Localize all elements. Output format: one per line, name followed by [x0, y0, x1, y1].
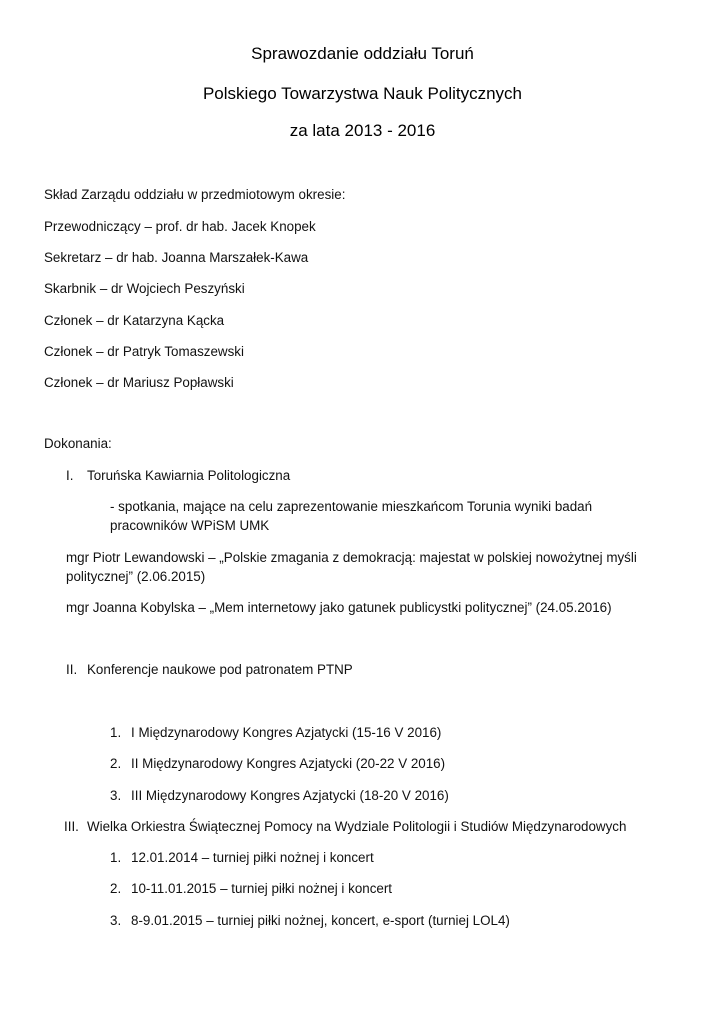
list-item: III Międzynarodowy Kongres Azjatycki (18-20 V 2016)	[131, 788, 449, 803]
list-item: I Międzynarodowy Kongres Azjatycki (15-16 V 2016)	[131, 725, 442, 740]
board-intro: Skład Zarządu oddziału w przedmiotowym okresie:	[44, 187, 346, 202]
talk-entry: politycznej” (2.06.2015)	[66, 569, 206, 584]
document-title-line-1: Sprawozdanie oddziału Toruń	[251, 44, 474, 63]
section-title: Toruńska Kawiarnia Politologiczna	[87, 468, 291, 483]
section-number: II.	[66, 662, 78, 677]
list-item-number: 2.	[110, 881, 122, 896]
list-item-number: 1.	[110, 850, 122, 865]
board-member: Członek – dr Mariusz Popławski	[44, 375, 234, 390]
achievements-heading: Dokonania:	[44, 436, 112, 451]
list-item-number: 1.	[110, 725, 122, 740]
list-item-number: 3.	[110, 913, 122, 928]
list-item: 8-9.01.2015 – turniej piłki nożnej, koncert, e-sport (turniej LOL4)	[131, 913, 510, 928]
document-title-line-3: za lata 2013 - 2016	[289, 121, 436, 140]
board-member: Sekretarz – dr hab. Joanna Marszałek-Kawa	[44, 250, 309, 265]
list-item: 10-11.01.2015 – turniej piłki nożnej i koncert	[131, 881, 393, 896]
document-title-line-2: Polskiego Towarzystwa Nauk Politycznych	[202, 84, 523, 103]
list-item-number: 2.	[110, 756, 122, 771]
list-item-number: 3.	[110, 788, 122, 803]
board-member: Skarbnik – dr Wojciech Peszyński	[44, 281, 245, 296]
list-item: II Międzynarodowy Kongres Azjatycki (20-22 V 2016)	[131, 756, 446, 771]
section-description: pracowników WPiSM UMK	[110, 518, 270, 533]
list-item: 12.01.2014 – turniej piłki nożnej i koncert	[131, 850, 374, 865]
board-member: Członek – dr Patryk Tomaszewski	[44, 344, 244, 359]
section-title: Wielka Orkiestra Świątecznej Pomocy na Wydziale Politologii i Studiów Międzynarodowych	[87, 819, 627, 834]
board-member: Przewodniczący – prof. dr hab. Jacek Knopek	[44, 219, 316, 234]
talk-entry: mgr Piotr Lewandowski – „Polskie zmagania z demokracją: majestat w polskiej nowożytnej myśli	[66, 550, 637, 565]
section-number: I.	[66, 468, 74, 483]
board-member: Członek – dr Katarzyna Kącka	[44, 313, 225, 328]
section-description: - spotkania, mające na celu zaprezentowanie mieszkańcom Torunia wyniki badań	[110, 499, 593, 514]
talk-entry: mgr Joanna Kobylska – „Mem internetowy jako gatunek publicystki politycznej” (24.05.2016)	[66, 600, 612, 615]
section-title: Konferencje naukowe pod patronatem PTNP	[87, 662, 353, 677]
section-number: III.	[64, 819, 79, 834]
